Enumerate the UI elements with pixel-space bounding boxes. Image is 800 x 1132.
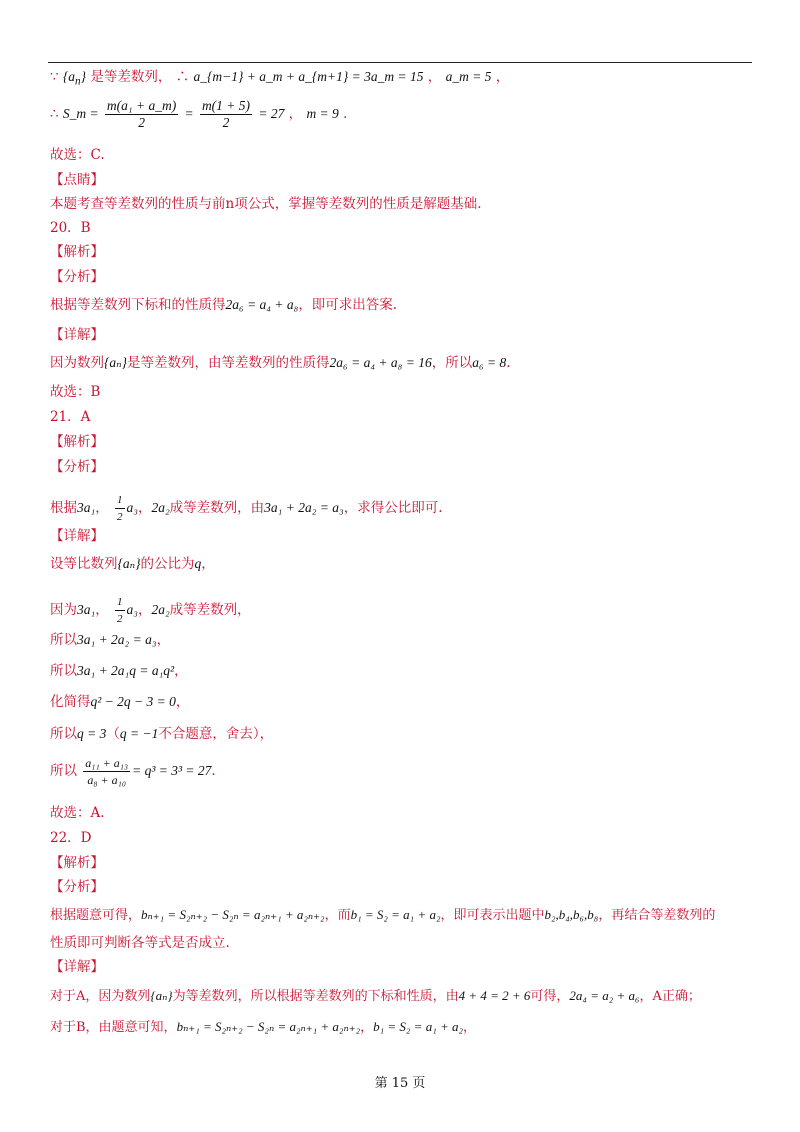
text: 的公比为 bbox=[140, 556, 195, 572]
text: ， bbox=[463, 1020, 477, 1035]
text: ， bbox=[174, 663, 188, 679]
text: 为等差数列，所以根据等差数列的下标和性质，由 bbox=[172, 989, 459, 1004]
section-label-jiexi: 【解析】 bbox=[50, 244, 104, 260]
text: 是等差数列，由等差数列的性质得 bbox=[127, 355, 330, 371]
text: 可得， bbox=[530, 989, 570, 1004]
text: ， bbox=[201, 556, 215, 572]
math-inline: bₙ₊₁ = S₂ₙ₊₂ − S₂ₙ = a₂ₙ₊₁ + a₂ₙ₊₂ bbox=[141, 907, 325, 922]
math-inline: a₆ = 8 bbox=[472, 355, 507, 370]
math-inline: 3a₁ + 2a₁q = a₁q² bbox=[77, 663, 175, 678]
math-inline: } bbox=[80, 69, 87, 84]
line-16 bbox=[50, 492, 443, 525]
text: ， bbox=[495, 69, 510, 85]
math-inline: q = −1 bbox=[119, 726, 159, 741]
text: 根据 bbox=[50, 500, 77, 516]
line-32 bbox=[50, 987, 701, 1006]
text: 根据等差数列下标和的性质得 bbox=[50, 297, 226, 313]
fraction-denominator: a₈ + a₁₀ bbox=[87, 773, 126, 787]
text: 所以 bbox=[50, 763, 77, 779]
text: （ bbox=[106, 726, 120, 742]
text: ，求得公比即可. bbox=[343, 500, 443, 516]
math-inline: q bbox=[194, 556, 202, 571]
math-inline: {aₙ} bbox=[104, 355, 128, 370]
fraction-numerator: m(a₁ + a_m) bbox=[106, 98, 177, 113]
math-inline: 3a₁ + 2a₂ = a₃ bbox=[77, 632, 157, 647]
section-label-fenxi: 【分析】 bbox=[50, 269, 104, 285]
line-19 bbox=[50, 594, 251, 627]
text: ， bbox=[137, 500, 152, 516]
math-inline: = bbox=[184, 106, 194, 121]
therefore-symbol: ∴ bbox=[175, 69, 190, 85]
text: 因为 bbox=[50, 602, 77, 618]
line-21 bbox=[50, 662, 188, 680]
text: ， bbox=[288, 106, 303, 122]
line-29 bbox=[50, 906, 715, 925]
because-symbol: ∵ bbox=[50, 69, 59, 85]
section-label-fenxi: 【分析】 bbox=[50, 879, 104, 895]
text: ， bbox=[156, 632, 171, 648]
line-5: 本题考查等差数列的性质与前n项公式，掌握等差数列的性质是解题基础. bbox=[50, 196, 482, 212]
text: . bbox=[506, 355, 511, 371]
math-inline: a₃ bbox=[126, 500, 138, 515]
text: . bbox=[211, 763, 216, 779]
text: ， bbox=[360, 1020, 374, 1035]
math-inline: 2a₆ = a₄ + a₈ bbox=[225, 297, 299, 312]
fraction bbox=[83, 755, 130, 788]
text: 对于A，因为数列 bbox=[50, 989, 151, 1004]
question-number-22: 22．D bbox=[50, 830, 92, 846]
text: 因为数列 bbox=[50, 355, 104, 371]
text: 对于B，由题意可知， bbox=[50, 1020, 177, 1035]
math-inline: S_m = bbox=[62, 106, 99, 121]
line-30: 性质即可判断各等式是否成立. bbox=[50, 935, 230, 951]
fraction-denominator: 2 bbox=[138, 115, 145, 130]
line-9 bbox=[50, 296, 397, 314]
math-inline: a₃ bbox=[126, 602, 138, 617]
line-22 bbox=[50, 693, 189, 711]
text: 不合题意，舍去）， bbox=[158, 726, 274, 742]
math-inline: 2a₆ = a₄ + a₈ = 16 bbox=[329, 355, 432, 370]
text: 化简得 bbox=[50, 694, 91, 710]
section-label-jiexi: 【解析】 bbox=[50, 434, 104, 450]
math-inline: 3a₁ bbox=[77, 602, 96, 617]
line-20 bbox=[50, 631, 170, 649]
text: ，A正确； bbox=[639, 989, 701, 1004]
text: ，再结合等差数列的 bbox=[598, 908, 716, 923]
section-label-xiangjie: 【详解】 bbox=[50, 959, 104, 975]
math-inline: 2a₄ = a₂ + a₆ bbox=[569, 988, 640, 1003]
fraction-denominator: 2 bbox=[117, 613, 123, 625]
question-number-21: 21．A bbox=[50, 409, 91, 425]
math-inline: b₁ = S₂ = a₁ + a₂ bbox=[373, 1019, 464, 1034]
text: 是等差数列， bbox=[90, 69, 172, 85]
math-inline: n bbox=[75, 75, 81, 88]
line-3: 故选：C. bbox=[50, 147, 105, 163]
line-18 bbox=[50, 555, 215, 573]
text: ，所以 bbox=[431, 355, 473, 371]
math-inline: 2a₂ bbox=[151, 602, 170, 617]
fraction-denominator: 2 bbox=[222, 115, 230, 130]
math-inline: 2a₂ bbox=[151, 500, 170, 515]
math-inline: = q³ = 3³ = 27 bbox=[132, 763, 212, 778]
text: ，即可求出答案. bbox=[298, 297, 398, 313]
text: 所以 bbox=[50, 726, 77, 742]
line-2 bbox=[50, 98, 357, 131]
line-24 bbox=[50, 755, 216, 788]
fraction-numerator: 1 bbox=[115, 594, 125, 611]
fraction bbox=[115, 492, 125, 525]
math-inline: q = 3 bbox=[77, 726, 107, 741]
text: ， bbox=[95, 500, 109, 516]
math-inline: b₁ = S₂ = a₁ + a₂ bbox=[350, 907, 441, 922]
math-inline: = 27 bbox=[258, 106, 285, 121]
fraction bbox=[200, 98, 252, 131]
fraction-denominator: 2 bbox=[117, 511, 123, 523]
text: ． bbox=[343, 106, 357, 122]
section-label-xiangjie: 【详解】 bbox=[50, 327, 104, 343]
text: 成等差数列，由 bbox=[169, 500, 265, 516]
fraction-numerator: 1 bbox=[115, 492, 125, 509]
line-11 bbox=[50, 354, 511, 372]
text: 设等比数列 bbox=[50, 556, 118, 572]
math-inline: {a bbox=[62, 69, 76, 84]
text: 成等差数列， bbox=[169, 602, 251, 618]
math-inline: 3a₁ + 2a₂ = a₃ bbox=[264, 500, 344, 515]
math-inline: m = 9 bbox=[306, 106, 339, 121]
text: 所以 bbox=[50, 663, 77, 679]
page-number: 第 15 页 bbox=[374, 1076, 426, 1091]
line-12: 故选：B bbox=[50, 384, 101, 400]
text: 根据题意可得， bbox=[50, 908, 142, 923]
text: ， bbox=[137, 602, 152, 618]
text: ， bbox=[427, 69, 442, 85]
section-label-xiangjie: 【详解】 bbox=[50, 528, 104, 544]
math-inline: bₙ₊₁ = S₂ₙ₊₂ − S₂ₙ = a₂ₙ₊₁ + a₂ₙ₊₂ bbox=[176, 1019, 361, 1034]
text: ，即可表示出题中 bbox=[440, 908, 545, 923]
text: ， bbox=[175, 694, 190, 710]
section-label-dianjing: 【点睛】 bbox=[50, 172, 104, 188]
line-33 bbox=[50, 1018, 476, 1037]
text: ， bbox=[95, 602, 109, 618]
section-label-fenxi: 【分析】 bbox=[50, 459, 104, 475]
question-number-20: 20．B bbox=[50, 220, 91, 236]
header-rule bbox=[48, 62, 752, 63]
line-1 bbox=[50, 68, 509, 91]
math-inline: q² − 2q − 3 = 0 bbox=[90, 694, 176, 709]
math-inline: a_m = 5 bbox=[445, 69, 492, 84]
math-inline: {aₙ} bbox=[117, 556, 141, 571]
fraction-numerator: m(1 + 5) bbox=[201, 98, 251, 113]
math-inline: 3a₁ bbox=[77, 500, 96, 515]
section-label-jiexi: 【解析】 bbox=[50, 855, 104, 871]
line-25: 故选：A. bbox=[50, 805, 105, 821]
fraction-numerator: a₁₁ + a₁₃ bbox=[85, 756, 129, 770]
text: 所以 bbox=[50, 632, 77, 648]
line-23 bbox=[50, 725, 273, 743]
math-inline: 4 + 4 = 2 + 6 bbox=[458, 988, 531, 1003]
math-inline: b₂,b₄,b₆,b₈ bbox=[544, 907, 599, 922]
fraction bbox=[105, 98, 178, 131]
therefore-symbol: ∴ bbox=[50, 106, 59, 122]
math-inline: a_{m−1} + a_m + a_{m+1} = 3a_m = 15 bbox=[193, 69, 424, 84]
math-inline: {aₙ} bbox=[150, 988, 173, 1003]
fraction bbox=[115, 594, 125, 627]
text: ，而 bbox=[324, 908, 351, 923]
